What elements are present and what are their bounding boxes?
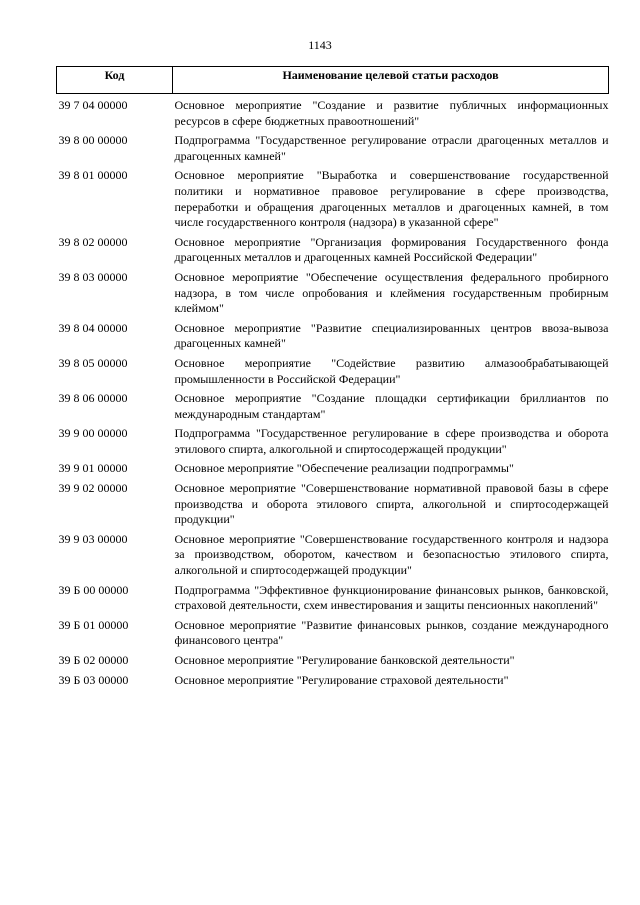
row-code: 39 8 06 00000 bbox=[58, 391, 128, 406]
row-code: 39 Б 01 00000 bbox=[58, 617, 129, 632]
table-body bbox=[57, 94, 609, 693]
row-name: Подпрограмма "Эффективное функционирование финансовых рынков, банковской, страховой деятельности, схем инвестирования и защиты пенсионных накоплений" bbox=[174, 582, 609, 613]
table-row bbox=[57, 168, 609, 234]
row-code: 39 8 03 00000 bbox=[58, 269, 128, 284]
row-name: Подпрограмма "Государственное регулирование отрасли драгоценных металлов и драгоценных камней" bbox=[174, 133, 609, 163]
table-row bbox=[57, 426, 609, 461]
row-code: 39 Б 03 00000 bbox=[58, 672, 129, 687]
row-name: Основное мероприятие "Развитие финансовых рынков, создание международного финансового центра" bbox=[174, 617, 609, 648]
row-code: 39 8 00 00000 bbox=[58, 133, 128, 148]
row-name: Основное мероприятие "Выработка и совершенствование государственной политики и нормативное правовое регулирование в сфере производства, переработки и обращения драгоценных металлов и драгоценных камней, в том числе государственного контроля (надзора) в указанной сфере" bbox=[174, 168, 609, 230]
row-code: 39 9 02 00000 bbox=[58, 481, 128, 496]
row-name: Основное мероприятие "Обеспечение осуществления федерального пробирного надзора, в том числе опробования и клеймения государственным пробирным клеймом" bbox=[174, 269, 609, 316]
row-code: 39 8 02 00000 bbox=[58, 234, 128, 249]
table-row bbox=[57, 356, 609, 391]
row-name: Основное мероприятие "Организация формирования Государственного фонда драгоценных металлов и драгоценных камней Российской Федерации" bbox=[174, 234, 609, 265]
page-number: 1143 bbox=[308, 38, 332, 52]
row-code: 39 8 04 00000 bbox=[58, 320, 128, 335]
row-code: 39 8 01 00000 bbox=[58, 168, 128, 183]
table-row bbox=[57, 673, 609, 693]
row-name: Основное мероприятие "Создание площадки сертификации бриллиантов по международным стандартам" bbox=[174, 391, 609, 421]
row-code: 39 9 00 00000 bbox=[58, 426, 128, 441]
row-name: Основное мероприятие "Развитие специализированных центров ввоза-вывоза драгоценных камней" bbox=[174, 320, 609, 351]
row-name: Основное мероприятие "Совершенствование нормативной правовой базы в сфере производства и оборота этилового спирта, алкогольной и спиртосодержащей продукции" bbox=[174, 481, 609, 527]
header-code: Код bbox=[57, 67, 173, 94]
row-name: Основное мероприятие "Создание и развитие публичных информационных ресурсов в сфере бюджетных правоотношений" bbox=[174, 98, 609, 128]
row-name: Основное мероприятие "Совершенствование государственного контроля и надзора за производством, оборотом, качеством и безопасностью этилового спирта, алкогольной и спиртосодержащей продукции" bbox=[174, 531, 609, 578]
row-code: 39 Б 02 00000 bbox=[58, 653, 129, 667]
table-row bbox=[57, 94, 609, 134]
row-code: 39 9 03 00000 bbox=[58, 531, 128, 546]
row-code: 39 7 04 00000 bbox=[58, 98, 128, 112]
row-code: 39 8 05 00000 bbox=[58, 355, 128, 370]
table-row bbox=[57, 583, 609, 618]
table-row bbox=[57, 270, 609, 321]
row-name: Подпрограмма "Государственное регулирование в сфере производства и оборота этилового спирта, алкогольной и спиртосодержащей продукции" bbox=[174, 426, 609, 456]
row-name: Основное мероприятие "Регулирование страховой деятельности" bbox=[174, 672, 509, 687]
row-name: Основное мероприятие "Обеспечение реализации подпрограммы" bbox=[174, 461, 514, 476]
row-name: Основное мероприятие "Регулирование банковской деятельности" bbox=[174, 653, 515, 667]
row-code: 39 9 01 00000 bbox=[58, 461, 128, 476]
table-row bbox=[57, 653, 609, 673]
row-name: Основное мероприятие "Содействие развитию алмазообрабатывающей промышленности в Российской Федерации" bbox=[174, 355, 609, 386]
table-row bbox=[57, 461, 609, 481]
table-row bbox=[57, 133, 609, 168]
table-row bbox=[57, 532, 609, 583]
table-header-row bbox=[57, 67, 609, 94]
header-name: Наименование целевой статьи расходов bbox=[173, 67, 609, 94]
table-row bbox=[57, 391, 609, 426]
table-row bbox=[57, 235, 609, 270]
target-expense-items-table bbox=[56, 66, 609, 692]
table-row bbox=[57, 481, 609, 532]
row-code: 39 Б 00 00000 bbox=[58, 582, 129, 597]
table-row bbox=[57, 321, 609, 356]
table-row bbox=[57, 618, 609, 653]
